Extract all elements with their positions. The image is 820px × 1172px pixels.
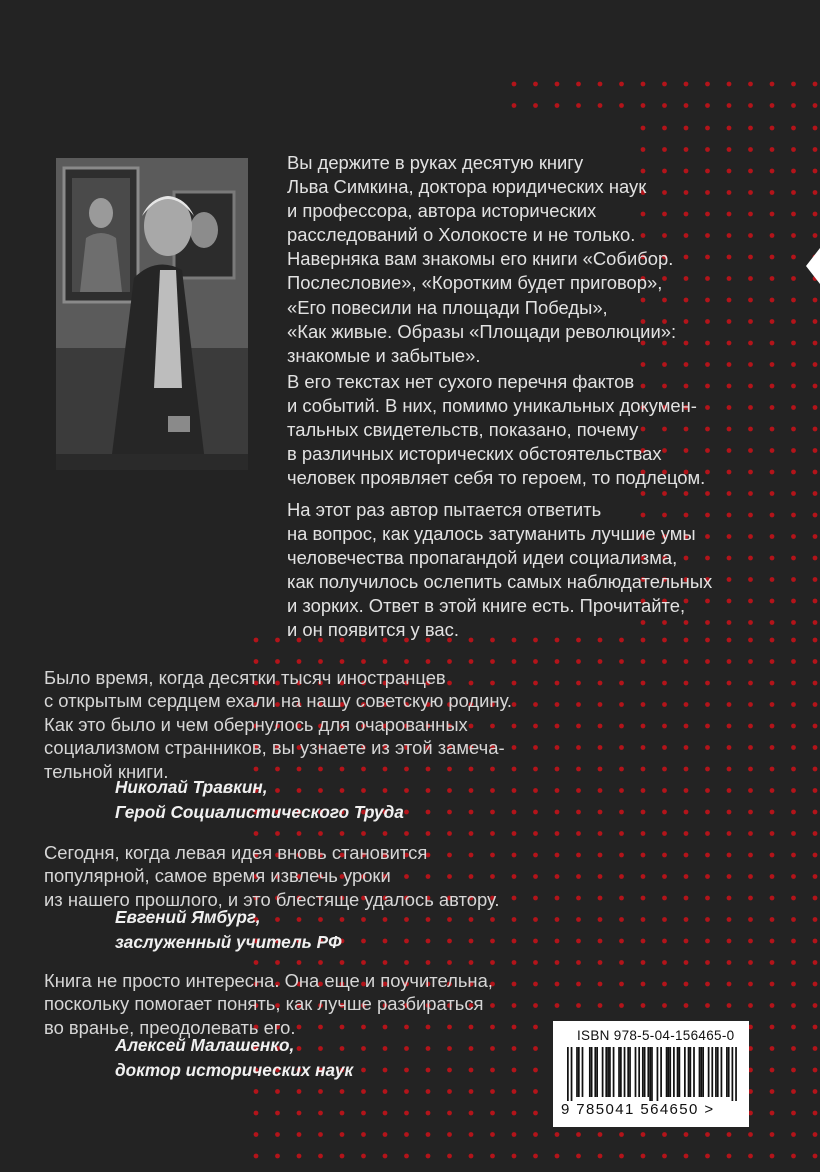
barcode-digits: 9 785041 564650 > <box>561 1101 715 1118</box>
review-quote: Было время, когда десятки тысяч иностранцев с открытым сердцем ехали на нашу советскую родину. Как это было и чем обернулось для очарованных социализмом странников, вы узнаете из этой замеча- тельной книги. <box>44 667 513 782</box>
barcode-bars <box>567 1047 737 1101</box>
author-portrait-photo <box>56 158 248 470</box>
review-author: Николай Травкин, Герой Социалистического Труда <box>115 777 404 822</box>
intro-paragraph: Вы держите в руках десятую книгу Льва Симкина, доктора юридических наук и профессора, автора исторических расследований о Холокосте и не только. Наверняка вам знакомы его книги «Собибор. Послесловие», «Коротким будет приговор», «Его повесили на площади Победы», «Как живые. Образы «Площади революции»: знакомые и забытые». <box>287 152 677 366</box>
call-to-read-paragraph: На этот раз автор пытается ответить на вопрос, как удалось затуманить лучшие умы человечества пропагандой идеи социализма, как получилось ослепить самых наблюдательных и зорких. Ответ в этой книге есть. Прочитайте, и он появится у вас. <box>287 499 713 641</box>
description-paragraph: В его текстах нет сухого перечня фактов и событий. В них, помимо уникальных докумен- тальных свидетельств, показано, почему в различных исторических обстоятельствах человек проявляет себя то героем, то подлецом. <box>287 371 706 489</box>
review-author: Алексей Малашенко, доктор исторических наук <box>115 1035 354 1080</box>
review-author: Евгений Ямбург, заслуженный учитель РФ <box>115 907 342 952</box>
isbn-barcode <box>553 1021 749 1127</box>
review-quote: Сегодня, когда левая идея вновь становится популярной, самое время извлечь уроки из нашего прошлого, и это блестяще удалось автору. <box>44 842 500 910</box>
isbn-label: ISBN 978-5-04-156465-0 <box>577 1028 735 1043</box>
review-quote: Книга не просто интересна. Она еще и поучительна, поскольку помогает понять, как лучше разбираться во вранье, преодолевать его. <box>44 970 493 1038</box>
white-corner-marker <box>806 248 820 284</box>
